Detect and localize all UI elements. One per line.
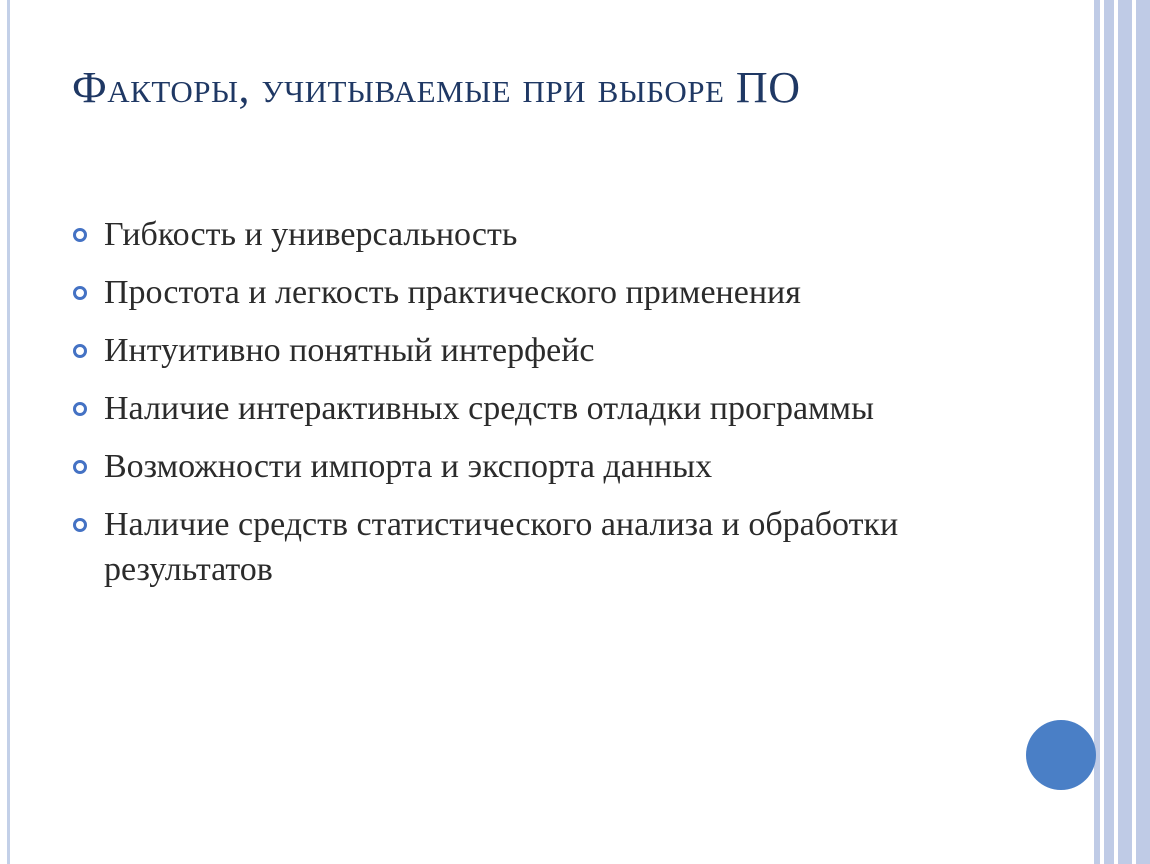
bullet-item: [72, 270, 972, 315]
ring-bullet-icon: [73, 402, 87, 416]
ring-bullet-icon: [73, 518, 87, 532]
bullet-item: [72, 212, 972, 257]
decor-stripe: [1104, 0, 1114, 864]
bullet-text: Возможности импорта и экспорта данных: [104, 448, 713, 485]
bullet-item: [72, 386, 972, 431]
bullet-item: [72, 328, 972, 373]
bullet-item: [72, 502, 972, 592]
bullet-text: Простота и легкость практического применения: [104, 274, 801, 311]
bullet-list: [72, 212, 972, 605]
ring-bullet-icon: [73, 228, 87, 242]
right-decor-stripes: [1094, 0, 1150, 864]
bullet-text: Гибкость и универсальность: [104, 216, 518, 253]
decor-stripe: [1136, 0, 1150, 864]
ring-bullet-icon: [73, 460, 87, 474]
left-frame-line: [7, 0, 10, 864]
decor-stripe: [1094, 0, 1100, 864]
bullet-text: Наличие интерактивных средств отладки программы: [104, 390, 874, 427]
ring-bullet-icon: [73, 286, 87, 300]
bullet-item: [72, 444, 972, 489]
ring-bullet-icon: [73, 344, 87, 358]
bullet-text: Интуитивно понятный интерфейс: [104, 332, 595, 369]
slide-title: Факторы, учитываемые при выборе ПО: [72, 63, 801, 112]
bullet-text: Наличие средств статистического анализа и обработки результатов: [104, 506, 899, 588]
circle-decoration: [1026, 720, 1096, 790]
decor-stripe: [1118, 0, 1132, 864]
